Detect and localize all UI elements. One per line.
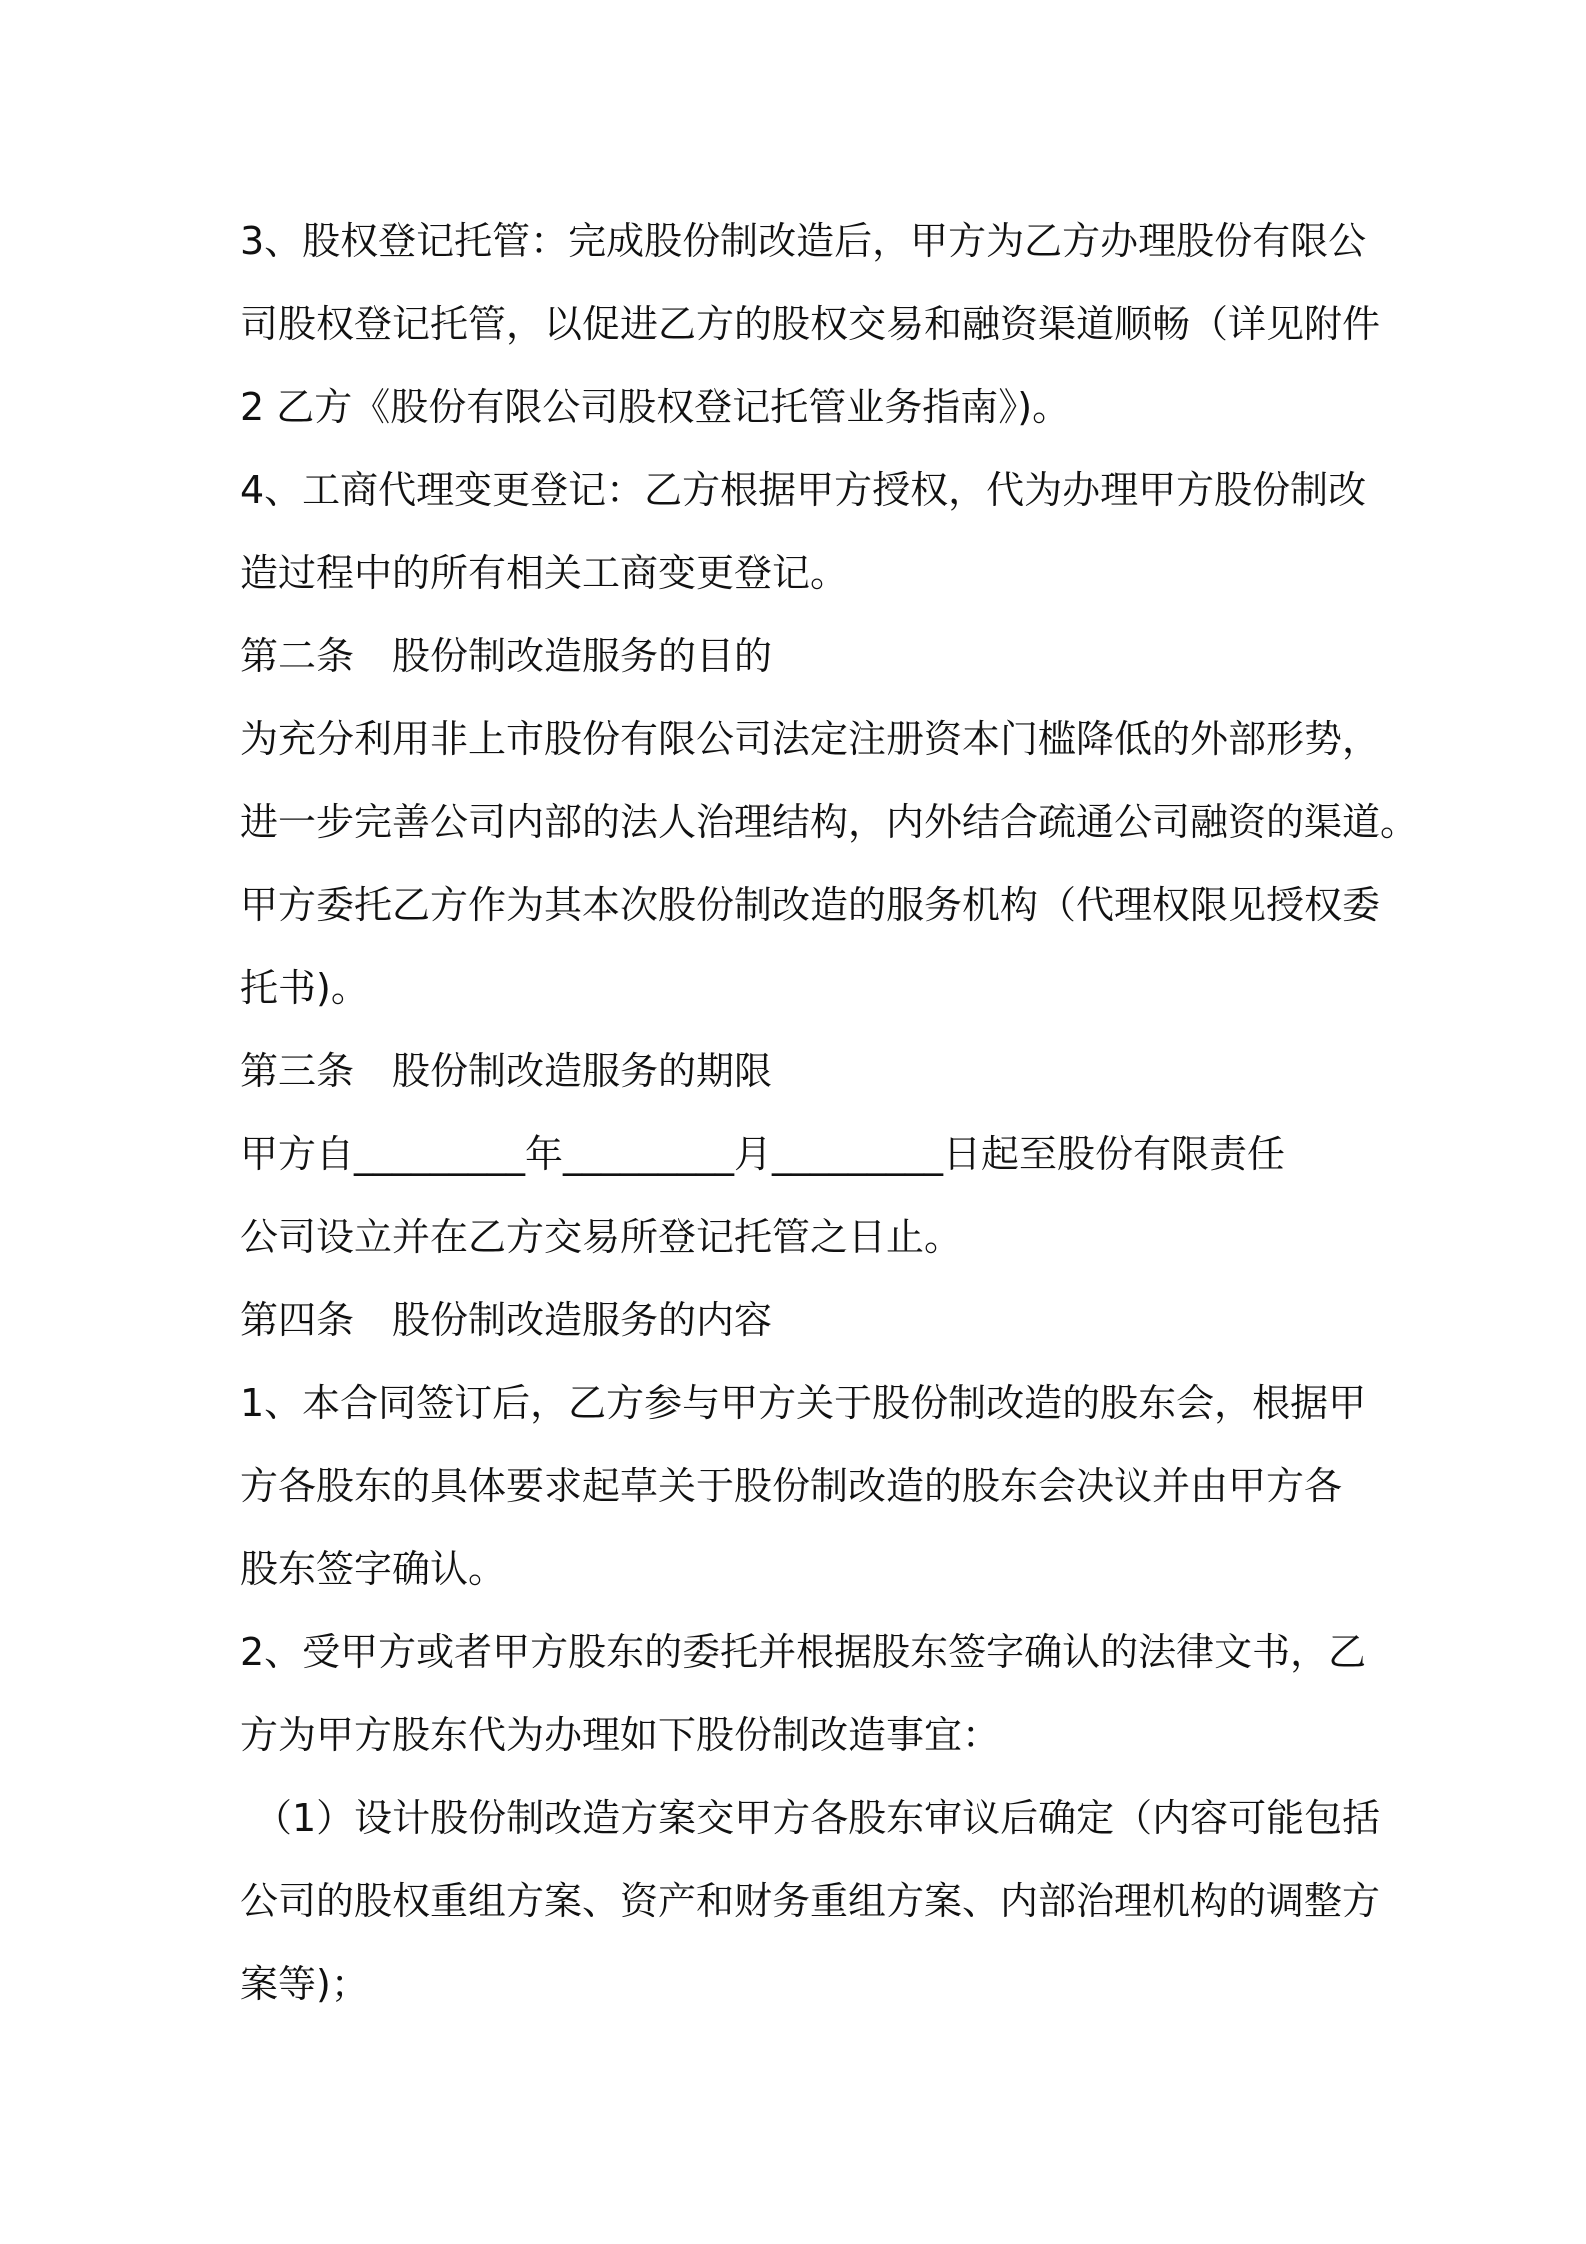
article-4-item-1-line-3: 股东签字确认。 <box>240 1547 507 1591</box>
document-body <box>240 200 1419 2026</box>
article-4-item-1-line-2: 方各股东的具体要求起草关于股份制改造的股东会决议并由甲方各 <box>240 1464 1343 1508</box>
article-2-text-line-1: 为充分利用非上市股份有限公司法定注册资本门槛降低的外部形势， <box>240 717 1381 761</box>
article-4-item-1-line-1: 1、本合同签订后，乙方参与甲方关于股份制改造的股东会，根据甲 <box>240 1381 1367 1425</box>
paragraph-3-line-2: 司股权登记托管，以促进乙方的股权交易和融资渠道顺畅（详见附件 <box>240 302 1381 346</box>
article-4-heading: 第四条 股份制改造服务的内容 <box>240 1298 773 1342</box>
article-2-text-line-2: 进一步完善公司内部的法人治理结构，内外结合疏通公司融资的渠道。 <box>240 800 1419 844</box>
article-4-item-2-line-2: 方为甲方股东代为办理如下股份制改造事宜： <box>240 1713 1001 1757</box>
sub-item-1-line-3: 案等)； <box>240 1962 369 2006</box>
paragraph-3-line-1: 3、股权登记托管：完成股份制改造后，甲方为乙方办理股份有限公 <box>240 219 1367 263</box>
article-3-text-line-2: 公司设立并在乙方交易所登记托管之日止。 <box>240 1215 963 1259</box>
sub-item-1-line-2: 公司的股权重组方案、资产和财务重组方案、内部治理机构的调整方 <box>240 1879 1381 1923</box>
article-3-text-line-1: 甲方自_________年_________月_________日起至股份有限责任 <box>240 1132 1286 1176</box>
article-3-heading: 第三条 股份制改造服务的期限 <box>240 1049 773 1093</box>
article-2-text-line-4: 托书)。 <box>240 966 369 1010</box>
paragraph-3-line-3: 2 乙方《股份有限公司股权登记托管业务指南》)。 <box>240 385 1071 429</box>
paragraph-4-line-1: 4、工商代理变更登记：乙方根据甲方授权，代为办理甲方股份制改 <box>240 468 1367 512</box>
paragraph-4-line-2: 造过程中的所有相关工商变更登记。 <box>240 551 849 595</box>
article-2-text-line-3: 甲方委托乙方作为其本次股份制改造的服务机构（代理权限见授权委 <box>240 883 1381 927</box>
article-2-heading: 第二条 股份制改造服务的目的 <box>240 634 773 678</box>
sub-item-1-line-1: （1）设计股份制改造方案交甲方各股东审议后确定（内容可能包括 <box>254 1796 1381 1840</box>
article-4-item-2-line-1: 2、受甲方或者甲方股东的委托并根据股东签字确认的法律文书，乙 <box>240 1630 1367 1674</box>
